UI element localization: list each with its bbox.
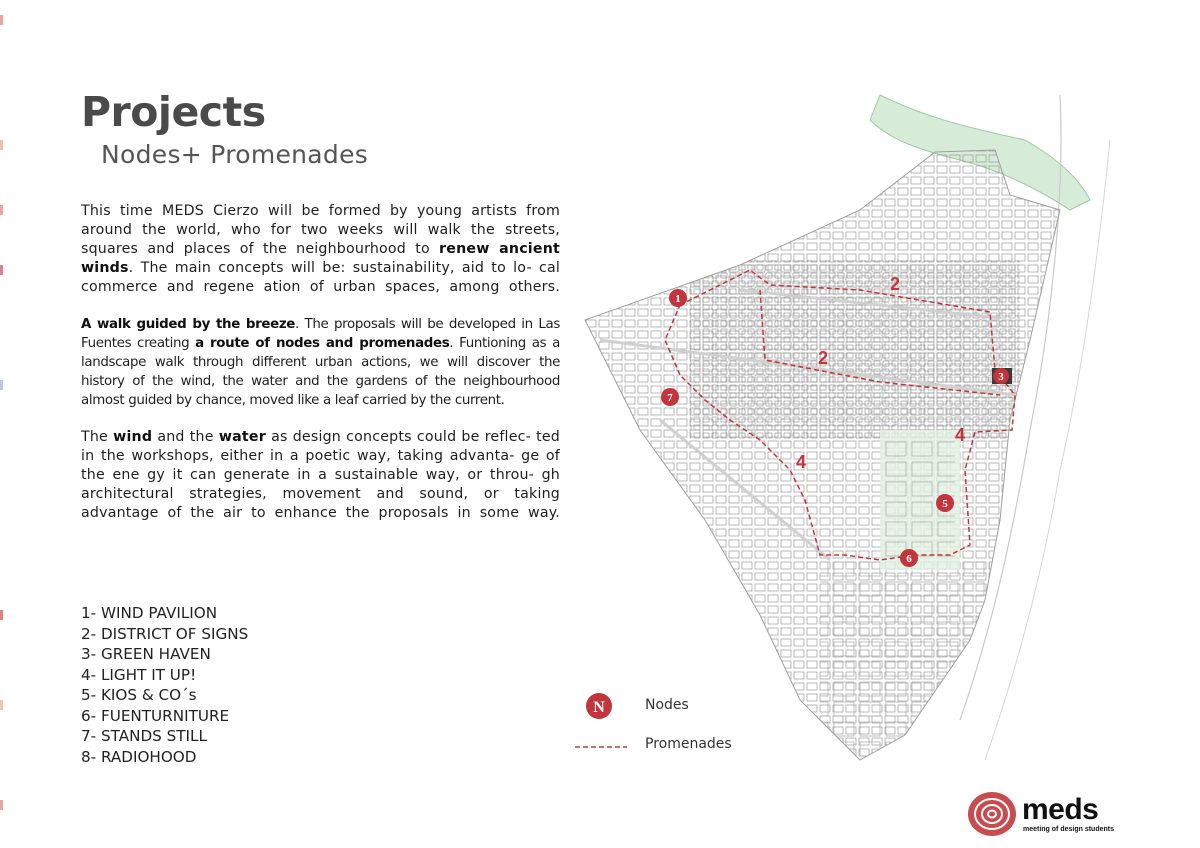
meds-logo bbox=[966, 787, 1126, 843]
node-marker bbox=[669, 289, 687, 307]
legend-promenade-line bbox=[575, 745, 627, 749]
project-item: 8- RADIOHOOD bbox=[81, 747, 197, 766]
intro-paragraph-2: A walk guided by the breeze. The proposals will be developed in Las Fuentes creating a route of nodes and promenades. Funtioning as a landscape walk through different urban actions, we will discover the history of the wind, the water and the gardens of the neighbourhood almost guided by chance, moved like a leaf carried by the current. bbox=[81, 317, 561, 408]
zone-label: 2 bbox=[890, 274, 901, 294]
node-marker bbox=[936, 494, 954, 512]
project-item: 7- STANDS STILL bbox=[81, 727, 207, 745]
svg-text:6: 6 bbox=[906, 553, 912, 565]
svg-text:7: 7 bbox=[667, 392, 673, 404]
project-item: 2- DISTRICT OF SIGNS bbox=[81, 624, 249, 643]
svg-text:1: 1 bbox=[675, 293, 681, 305]
svg-text:5: 5 bbox=[942, 498, 948, 510]
project-item: 3- GREEN HAVEN bbox=[81, 645, 211, 663]
zone-label: 4 bbox=[955, 425, 966, 445]
zone-label: 2 bbox=[818, 348, 829, 368]
node-marker bbox=[992, 368, 1012, 384]
logo-wordmark: meds bbox=[1022, 793, 1099, 826]
intro-paragraph-1: This time MEDS Cierzo will be formed by young artists from around the world, who for two weeks will walk the streets, squares and places of the neighbourhood to renew ancient winds. The main concepts will be: sustainability, aid to lo- cal commerce and regene ation of urban spaces, among others. bbox=[81, 203, 560, 295]
page-subtitle: Nodes+ Promenades bbox=[101, 140, 369, 169]
svg-text:N: N bbox=[593, 699, 605, 716]
project-item: 1- WIND PAVILION bbox=[81, 604, 218, 622]
fingerprint-icon bbox=[968, 792, 1016, 836]
page-title: Projects bbox=[81, 88, 266, 136]
project-list bbox=[81, 603, 248, 767]
legend-promenades-label: Promenades bbox=[645, 736, 732, 752]
project-item: 6- FUENTURNITURE bbox=[81, 706, 230, 725]
legend-nodes-label: Nodes bbox=[645, 697, 689, 713]
zone-label: 4 bbox=[796, 452, 807, 472]
node-marker bbox=[900, 549, 918, 567]
neighbourhood-map bbox=[570, 80, 1130, 780]
project-item: 5- KIOS & CO´s bbox=[81, 686, 197, 704]
logo-tagline: meeting of design students bbox=[1023, 826, 1115, 833]
project-item: 4- LIGHT IT UP! bbox=[81, 665, 197, 684]
edge-marks bbox=[0, 0, 4, 848]
node-marker bbox=[661, 388, 679, 406]
intro-paragraph-3: The wind and the water as design concepts could be reflec- ted in the workshops, either in a poetic way, taking advanta- ge of the ene gy it can generate in a sustainable way, or throu- gh architectural strategies, movement and sound, or taking advantage of the air to enhance the proposals in some way. bbox=[81, 429, 561, 521]
legend-node-icon bbox=[585, 692, 613, 720]
svg-text:3: 3 bbox=[998, 371, 1004, 383]
